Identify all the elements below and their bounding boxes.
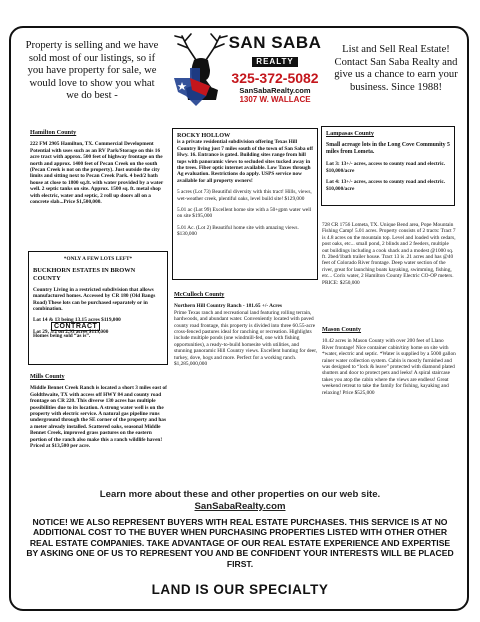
mcculloch-section <box>174 292 318 372</box>
buckhorn-lot-2: Lot 29, 3/2 on 2.93 acres $119,000 <box>33 328 109 335</box>
rocky-hollow-desc: is a private residential subdivision offering Texas Hill Country living just 7 miles south of the town of San Saba off Hwy. 16. Entrance is gated. Building sites range from hill tops with panoramic views to secluded sites tucked away in the trees. Fiber optic internet available. Low Taxes through Ag evaluation. Restrictions do apply. USPS service now available for all property owners! <box>177 139 313 184</box>
logo-name: SAN SABA <box>228 33 322 52</box>
mason-heading: Mason County <box>322 326 362 333</box>
learn-more <box>20 489 460 512</box>
footer-website-link[interactable]: SanSabaRealty.com <box>194 500 286 512</box>
learn-more-text: Learn more about these and other properties on our web site. <box>99 489 381 500</box>
mcculloch-listing: Prime Texas ranch and recreational land featuring rolling terrain, hardwoods, and abundant water. Conveniently located with paved county road frontage, this property is divided into three 60.55-acre cross-fenced pastures ideal for ranching or recreation. Highlights include multiple ponds (one windmill-fed, one with fishing opportunities), a ready-to-build homesite with utilities, and stunning panoramic Hill Country views. Excellent hunting for deer, turkey, dove, hogs and more. Perfect for a working ranch. $1,285,000,000 <box>174 309 318 368</box>
mcculloch-title: Northern Hill Country Ranch - 181.65 +/- Acres <box>174 303 282 310</box>
buyer-notice: NOTICE! WE ALSO REPRESENT BUYERS WITH REAL ESTATE PURCHASES. THIS SERVICE IS AT NO ADDITIONAL COST TO THE BUYER WHEN PURCHASING PROPERTIES LISTED WITH OTHER OTHER REAL ESTATE COMPANIES. TAKE ADVANTAGE OF OUR REAL ESTATE EXPERIENCE AND EXPERTISE BY ASKING ONE OF US TO REPRESENT YOU AND BE CONFIDENT YOUR INTERESTS WILL BE PLACED FIRST. <box>26 517 454 569</box>
logo-phone[interactable]: 325-372-5082 <box>231 70 319 86</box>
mills-section <box>30 374 168 454</box>
rocky-hollow-heading: ROCKY HOLLOW <box>177 132 231 139</box>
rocky-hollow-lot-1: 5 acres (Lot 73) Beautiful diversity with this tract! Hills, views, wet-weather creek, plentiful oaks, level build site! $129,000 <box>177 189 312 202</box>
logo-website[interactable]: SanSabaRealty.com <box>239 86 311 95</box>
lampasas-heading: Lampasas County <box>326 130 374 137</box>
mason-section <box>322 327 456 401</box>
buckhorn-title: *ONLY A FEW LOTS LEFT* <box>63 256 133 262</box>
buckhorn-lot-1: Lot 14 & 13 being 13.15 acres $119,000 <box>33 317 121 324</box>
lampasas-desc: Small acreage lots in the Long Cove Community 5 miles from Lometa. <box>326 142 450 156</box>
buckhorn-heading: BUCKHORN ESTATES IN BROWN COUNTY <box>33 267 136 282</box>
rocky-hollow-box <box>172 128 318 280</box>
buckhorn-note: Homes being sold “as is”. <box>33 333 91 340</box>
rocky-hollow-lot-2: 5.01 ac (Lot 99) Excellent home site with a 50+gpm water well on site $195,000 <box>177 207 312 220</box>
logo-realty: REALTY <box>252 57 297 67</box>
lampasas-lot-3: Lot 3: 13+/- acres, access to county road and electric. $10,000/acre <box>326 161 446 174</box>
rocky-hollow-lot-3: 5.01 Ac. (Lot 2) Beautiful home site with amazing views. $130,000 <box>177 224 299 238</box>
buckhorn-desc: Country Living in a restricted subdivision that allows manufactured homes. Accessed by CR 180 (Old Bangs Road) These lots can be purchased separately or in combination. <box>33 286 156 313</box>
buckhorn-box <box>28 251 168 365</box>
mills-heading: Mills County <box>30 373 65 380</box>
mcculloch-heading: McCulloch County <box>174 291 225 298</box>
header-left-text: Property is selling and we have sold most of our listings, so if you have property for sale, we would love to show you what we do best - <box>25 40 159 101</box>
lampasas-box <box>321 126 455 206</box>
lometa-section <box>322 222 456 291</box>
specialty-slogan: LAND IS OUR SPECIALTY <box>151 582 329 597</box>
header-right-text: List and Sell Real Estate! Contact San Saba Realty and give us a chance to earn your business. Since 1988! <box>334 44 458 93</box>
hamilton-listing: 222 FM 2905 Hamilton, TX. Commercial Development Potential with uses such as an RV Park/Storage on this 16 acre tract with approx. 500 feet of highway frontage on the north and approx. 1400 feet of Pecan Creek on the south (Pecan Creek is not on the property). Just outside the city limits and sitting next to Pecan Creek Park. 4 bed/2 bath house at close to 1800 sq.ft. with water provided by a water well. 2 septic tanks on site. Approx. 1500 sq. ft. metal shop with electric, water and septic, 2 roll up doors all on a concrete slab...Price $1,500,000. <box>30 141 164 206</box>
mason-listing: 10.42 acres in Mason County with over 200 feet of Llano River frontage! Nice container cabin/tiny home on site with *water, electric and septic. *Water is supplied by a 5000 gallon rainer water collection system. Cabin is mostly furnished and was designed to “lock & leave” protected with diamond plated shutters and door to protect pets and leeks! A spiral staircase takes you atop the cabin where the views are endless! Great weekend retreat to take the family for fishing, kayaking and relaxing! Price $525,000 <box>322 338 456 396</box>
mills-listing: Middle Bennet Creek Ranch is located a short 3 miles east of Goldthwaite, TX with access off HWY 84 and county road frontage on CR 220. This diverse 130 acres has multiple possibilities due to its location. A strong water well is on the property with electric service. A natural gas pipeline runs underground through the SE corner of the property and has a meter already installed. Scattered oaks, seasonal Middle Bennet Creek, improved grass pastures on the eastern portion of the ranch also make this a ranch wildlife haven! Priced at $13,500 per acre. <box>30 385 167 450</box>
lometa-listing: 728 CR 1756 Lometa, TX. Unique Bend area, Pope Mountain Fishing Camp! 5.01 acres. Property consists of 2 tracts: Tract 7 is 4.8 acres on the mountain top. Level and loaded with cedars, post oaks, etc... small pond, 2 blinds and 2 feeders, multiple out buildings including a cook shack and a modest @1000 sq. ft. 2bed/1bath trailer house. Tract 13 is .21 acres and has @40 feet of Colorado River frontage. Deep water section of the river, great for launching boats kayaking, swimming, fishing, etc... Corix water, 2 Hamilton County Electric CO-OP meters. PRICE: $250,000 <box>322 222 456 286</box>
hamilton-heading: Hamilton County <box>30 129 77 136</box>
logo-address: 1307 W. WALLACE <box>239 95 311 104</box>
contract-stamp: CONTRACT <box>51 322 100 331</box>
logo-text <box>225 34 325 104</box>
hamilton-section <box>30 130 168 210</box>
lampasas-lot-4: Lot 4: 13+/- acres, access to county road and electric. $10,000/acre <box>326 179 446 192</box>
